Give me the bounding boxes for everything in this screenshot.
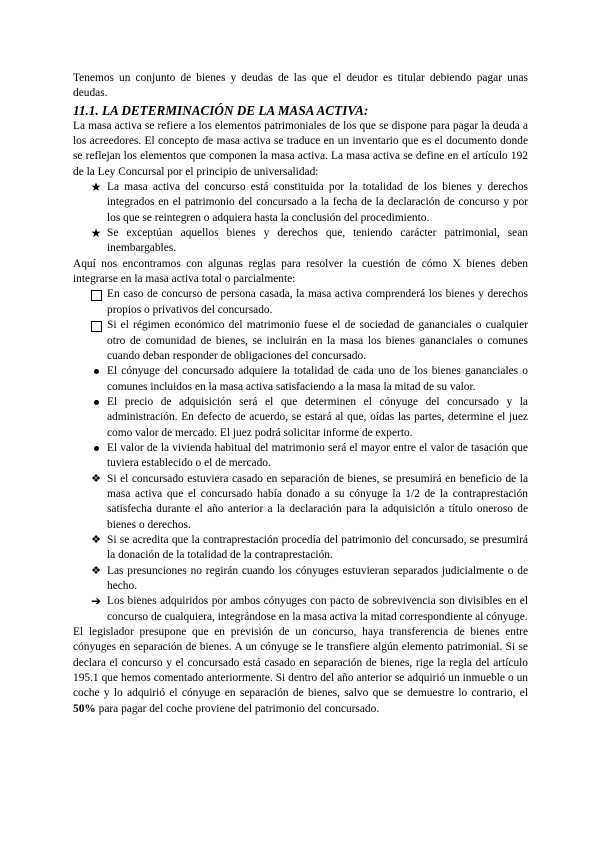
paragraph-text: El legislador presupone que en previsión de un concurso, haya transferencia de bienes entre cónyuges en separación de bienes. A un cónyuge se le transfiere algún elemento patrimonial. Si se declara el concurso y el concursado está casado en separación de bienes, rige la regla del artículo 195.1 que hemos comentado anteriormente. Si dentro del año anterior se adquirió un inmueble o un coche y lo adquirió el cónyuge en separación de bienes, salvo que se demuestre lo contrario, el bbox=[73, 626, 528, 700]
list-item bbox=[73, 594, 528, 625]
list-item-text: El valor de la vivienda habitual del matrimonio será el mayor entre el valor de tasación que tuviera establecido o el de mercado. bbox=[107, 441, 528, 470]
star-bullet-icon: ★ bbox=[90, 180, 102, 195]
list-item bbox=[73, 287, 528, 318]
list-item-text: Si el concursado estuviera casado en separación de bienes, se presumirá en beneficio de la masa activa que el concursado había donado a su cónyuge la 1/2 de la contraprestación satisfecha durante el año anterior a la declaración para la adquisición a título oneroso de bienes o derechos. bbox=[107, 472, 528, 531]
list-item-text: Si se acredita que la contraprestación procedía del patrimonio del concursado, se presumirá la donación de la totalidad de la contraprestación. bbox=[107, 533, 528, 562]
list-item-text: Las presunciones no regirán cuando los cónyuges estuvieran separados judicialmente o de hecho. bbox=[107, 564, 528, 592]
diamond-bullet-icon: ❖ bbox=[91, 472, 101, 485]
list-item-text: Los bienes adquiridos por ambos cónyuges con pacto de sobrevivencia son divisibles en el concurso de cualquiera, integrándose en la masa activa la mitad correspondiente al cónyuge. bbox=[107, 595, 528, 623]
list-item bbox=[73, 364, 528, 395]
checkbox-bullet-icon bbox=[85, 318, 107, 364]
paragraph-text-end: para pagar del coche proviene del patrimonio del concursado. bbox=[95, 702, 380, 715]
section-heading: 11.1. LA DETERMINACIÓN DE LA MASA ACTIVA: bbox=[73, 102, 369, 118]
list-item bbox=[73, 441, 528, 472]
arrow-bullet-icon: ➔ bbox=[90, 594, 102, 609]
paragraph-masa-activa: La masa activa se refiere a los elementos patrimoniales de los que se dispone para pagar la deuda a los acreedores. El concepto de masa activa se traduce en un inventario que es el documento donde se reflejan los elementos que componen la masa activa. La masa activa se define en el artículo 192 de la Ley Concursal por el principio de universalidad: bbox=[73, 119, 528, 178]
intro-paragraph: Tenemos un conjunto de bienes y deudas de las que el deudor es titular debiendo pagar unas deudas. bbox=[73, 72, 528, 100]
percentage-text: 50% bbox=[73, 702, 96, 715]
list-item-text: En caso de concurso de persona casada, la masa activa comprenderá los bienes y derechos propios o privativos del concursado. bbox=[107, 288, 528, 316]
list-item bbox=[73, 180, 528, 226]
checkbox-bullet-icon bbox=[85, 287, 107, 318]
list-item-text: Si el régimen económico del matrimonio fuese el de sociedad de gananciales o cualquier otro de comunidad de bienes, se incluirán en la masa los bienes gananciales o comunes cuando deban responder de obligaciones del concursado. bbox=[107, 319, 528, 362]
dot-bullet-icon bbox=[85, 364, 107, 395]
list-item bbox=[73, 318, 528, 364]
dot-bullet-icon bbox=[85, 395, 107, 441]
document-page bbox=[73, 71, 528, 717]
dot-bullet-icon bbox=[85, 441, 107, 472]
list-item-text: Se exceptúan aquellos bienes y derechos que, teniendo carácter patrimonial, sean inembargables. bbox=[107, 227, 528, 255]
list-item-text: La masa activa del concurso está constituida por la totalidad de los bienes y derechos integrados en el patrimonio del concursado a la fecha de la declaración de concurso y por los que se reintegren o adquiera hasta la conclusión del procedimiento. bbox=[107, 181, 528, 224]
paragraph-rules: Aquí nos encontramos con algunas reglas para resolver la cuestión de cómo X bienes deben integrarse en la masa activa total o parcialmente: bbox=[73, 257, 528, 286]
list-item-text: El precio de adquisición será el que determinen el cónyuge del concursado y la administración. En defecto de acuerdo, se estará al que, oídas las partes, determine el juez como valor de mercado. El juez podrá solicitar informe de experto. bbox=[107, 395, 528, 439]
diamond-bullet-icon: ❖ bbox=[91, 533, 101, 546]
list-item bbox=[73, 395, 528, 441]
paragraph-legislador bbox=[73, 625, 528, 717]
list-item bbox=[73, 472, 528, 533]
list-item bbox=[73, 533, 528, 564]
diamond-bullet-icon: ❖ bbox=[91, 564, 101, 577]
star-bullet-icon: ★ bbox=[90, 226, 102, 241]
list-item bbox=[73, 564, 528, 595]
list-item bbox=[73, 226, 528, 257]
list-item-text: El cónyuge del concursado adquiere la totalidad de cada uno de los bienes gananciales o comunes incluidos en la masa activa satisfaciendo a la masa la mitad de su valor. bbox=[107, 365, 528, 393]
